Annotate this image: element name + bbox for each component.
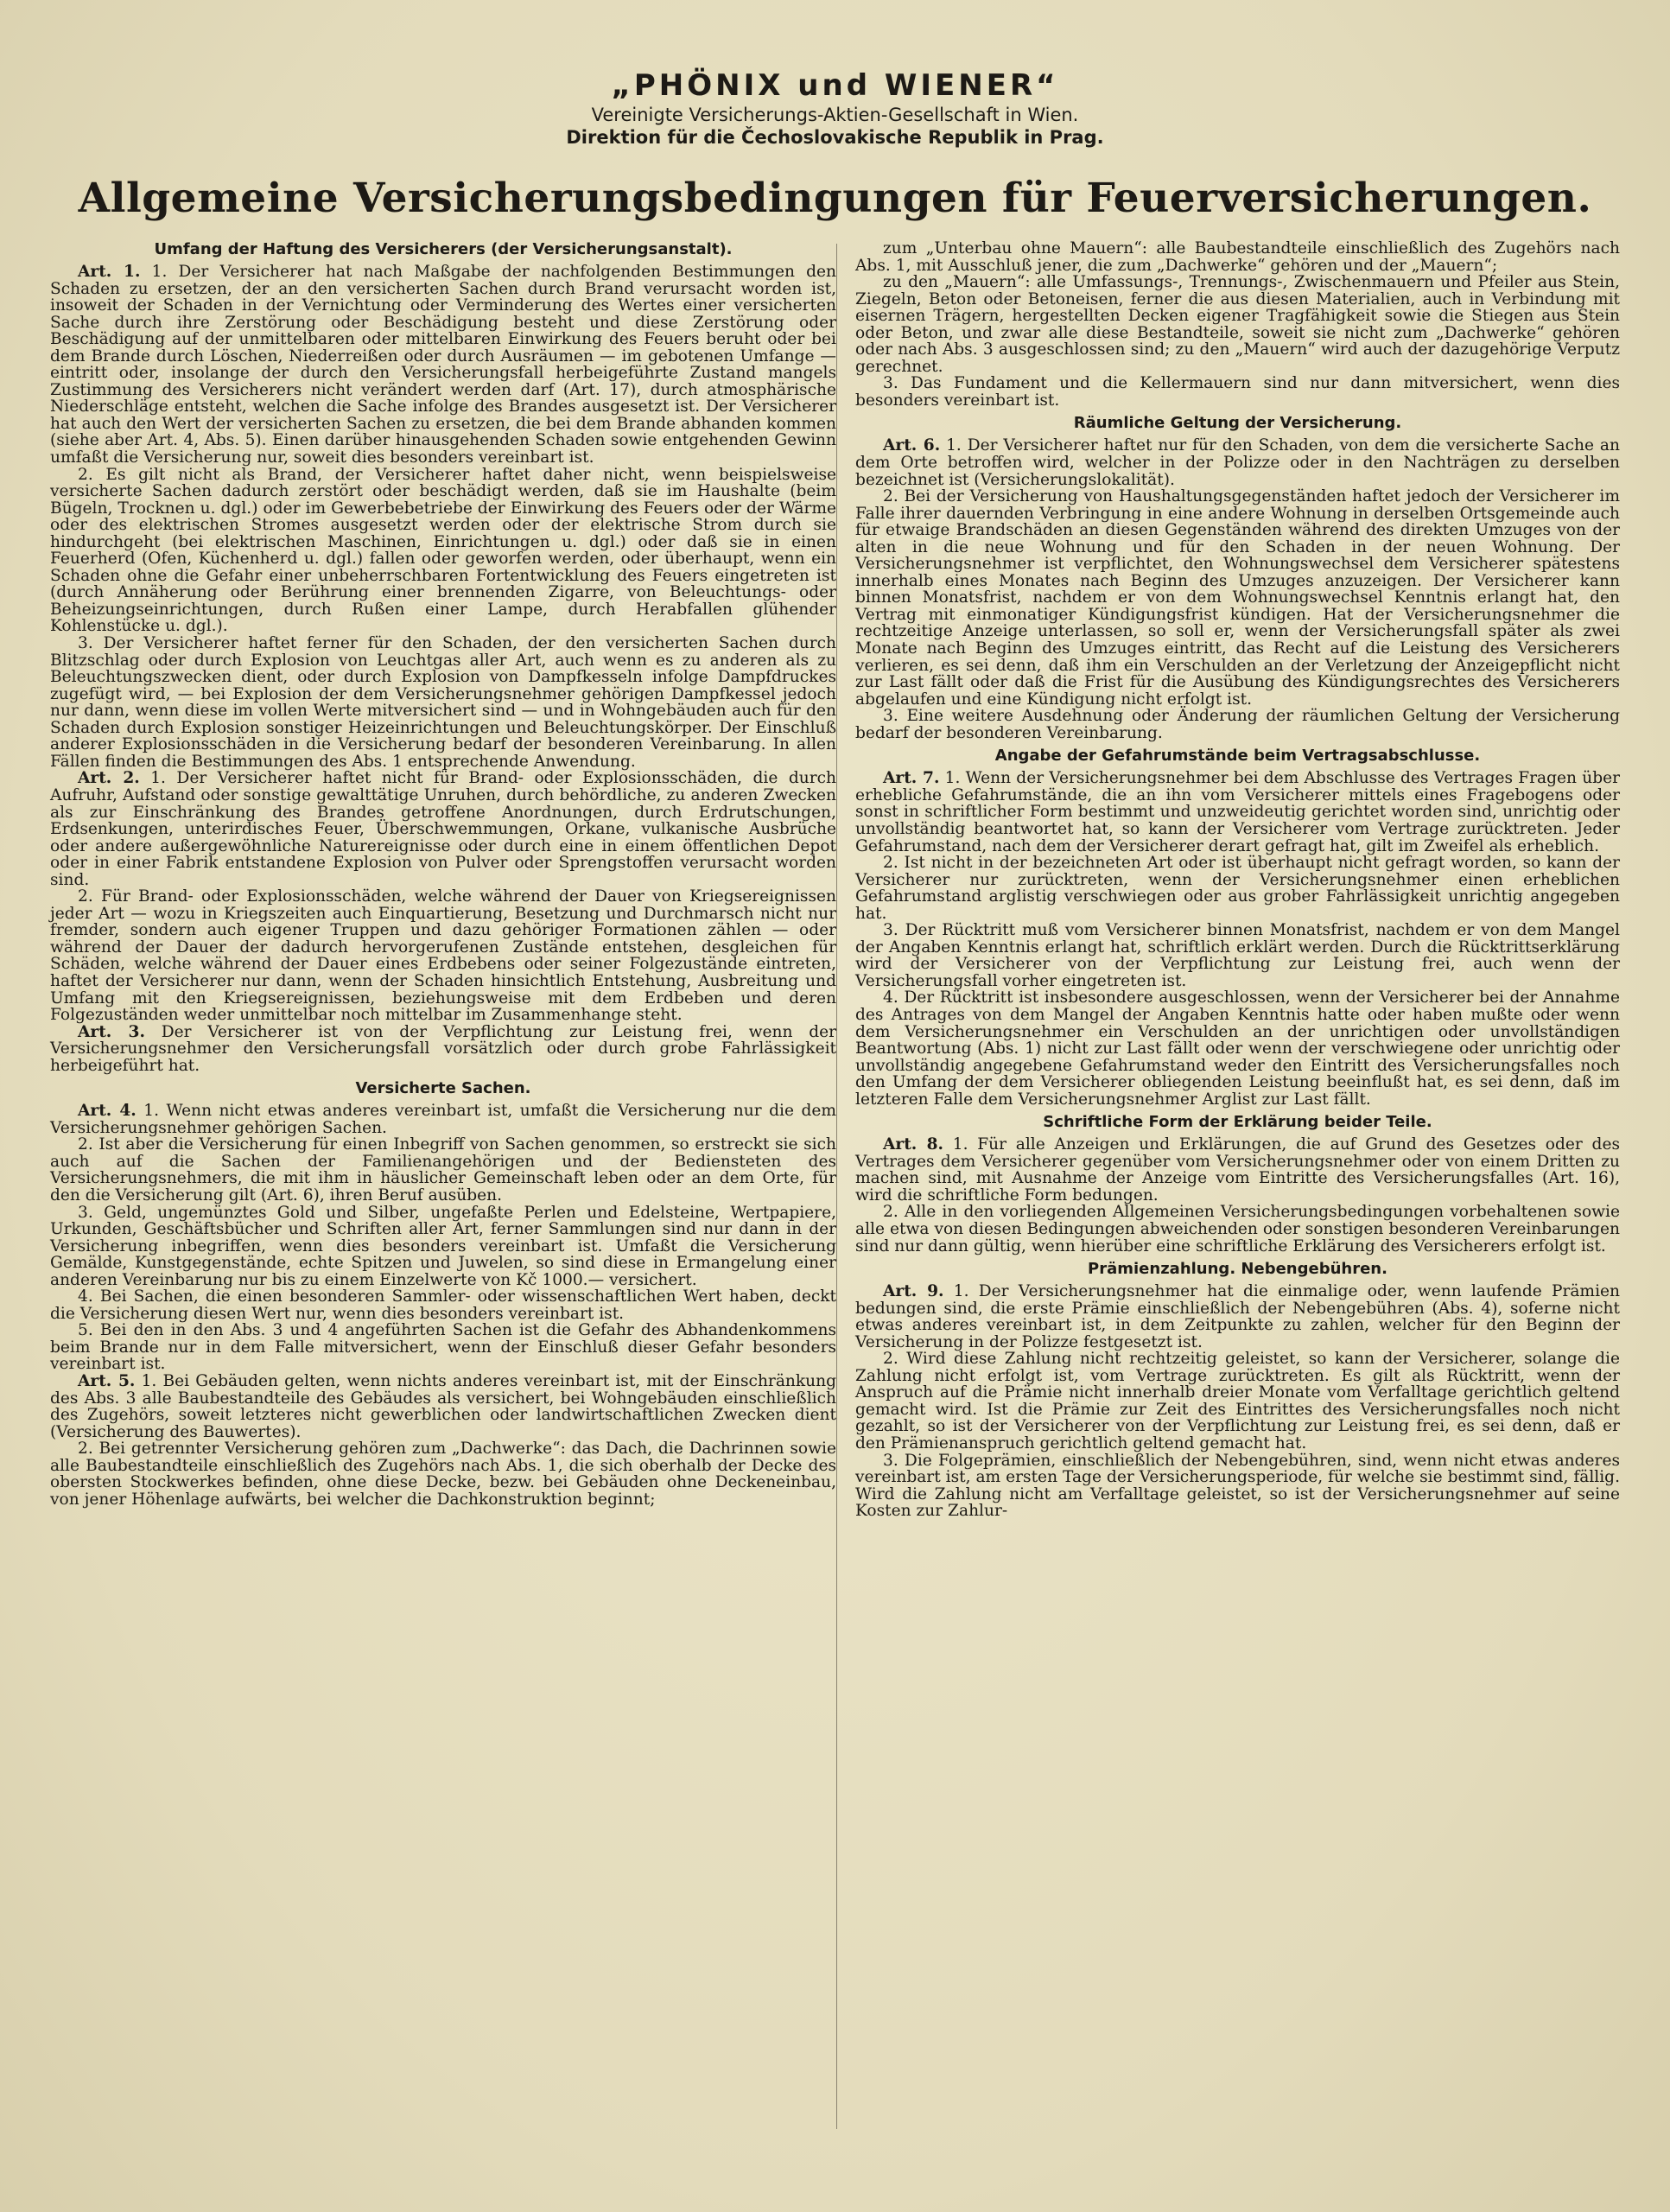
paragraph-text: 2. Für Brand- oder Explosionsschäden, welche während der Dauer von Kriegsereignissen jeder Art — wozu in Kriegszeiten auch Einquartierung, Besetzung und Durchmarsch nicht nur fremder, sondern auch eigener Truppen und dazu gehöriger Formationen zählen — oder während der Dauer der dadurch hervorgerufenen Zustände entstehen, desgleichen für Schäden, welche während der Dauer eines Erdbebens oder seiner Folgezustände eintreten, haftet der Versicherer nur dann, wenn der Schaden hinsichtlich Entstehung, Ausbreitung und Umfang mit den Kriegsereignissen, beziehungsweise mit dem Erdbeben und deren Folgezuständen weder unmittelbar noch mittelbar im Zusammenhange steht. — [50, 887, 836, 1025]
paragraph-text: 2. Bei der Versicherung von Haushaltungsgegenständen haftet jedoch der Versicherer im Falle ihrer dauernden Verbringung in eine andere Wohnung in derselben Ortsgemeinde auch für etwaige Brandschäden an diesen Gegenständen während des direkten Umzuges von der alten in die neue Wohnung und für den Schaden in der neuen Wohnung. Der Versicherungsnehmer ist verpflichtet, den Wohnungswechsel dem Versicherer spätestens innerhalb eines Monates nach Beginn des Umzuges anzuzeigen. Der Versicherer kann binnen Monatsfrist, nachdem er von dem Wohnungswechsel Kenntnis erlangt hat, den Vertrag mit einmonatiger Kündigungsfrist kündigen. Hat der Versicherungsnehmer die rechtzeitige Anzeige unterlassen, so soll er, wenn der Versicherungsfall später als zwei Monate nach Beginn des Umzuges eintritt, das Recht auf die Leistung des Versicherers verlieren, es sei denn, daß ihm ein Verschulden an der Verletzung der Anzeigepflicht nicht zur Last fällt oder daß die Frist für die Ausübung des Kündigungsrechtes des Versicherers abgelaufen und eine Kündigung nicht erfolgt ist. — [855, 487, 1620, 709]
document-title: Allgemeine Versicherungsbedingungen für Feuerversicherungen. — [78, 175, 1592, 222]
article-number: Art. 8. — [883, 1135, 944, 1154]
section-heading: Versicherte Sachen. — [355, 1079, 531, 1098]
section-heading: Umfang der Haftung des Versicherers (der Versicherungsanstalt). — [154, 240, 733, 258]
paragraph-text: 4. Bei Sachen, die einen besonderen Sammler- oder wissenschaftlichen Wert haben, deckt die Versicherung diesen Wert nur, wenn dies besonders vereinbart ist. — [50, 1287, 836, 1323]
article-number: Art. 7. — [883, 769, 940, 788]
paragraph-text: 2. Bei getrennter Versicherung gehören zum „Dachwerke“: das Dach, die Dachrinnen sowie alle Baubestandteile einschließlich des Zugehörs nach Abs. 1, die sich oberhalb der Decke des obersten Stockwerkes befinden, ohne diese Decke, bezw. bei Gebäuden ohne Deckeneinbau, von jener Höhenlage aufwärts, bei welcher die Dachkonstruktion beginnt; — [50, 1440, 836, 1509]
paragraph-text: 3. Eine weitere Ausdehnung oder Änderung der räumlichen Geltung der Versicherung bedarf der besonderen Vereinbarung. — [855, 707, 1620, 742]
paragraph-text: 2. Wird diese Zahlung nicht rechtzeitig geleistet, so kann der Versicherer, solange die Zahlung nicht erfolgt ist, vom Vertrage zurücktreten. Es gilt als Rücktritt, wenn der Anspruch auf die Prämie nicht innerhalb dreier Monate vom Verfalltage gerichtlich geltend gemacht wird. Ist die Prämie zur Zeit des Eintrittes des Versicherungsfalles noch nicht gezahlt, so ist der Versicherer von der Verpflichtung zur Leistung frei, es sei denn, daß er den Prämienanspruch gerichtlich geltend gemacht hat. — [855, 1350, 1620, 1452]
paragraph-text: zu den „Mauern“: alle Umfassungs-, Trennungs-, Zwischenmauern und Pfeiler aus Stein, Ziegeln, Beton oder Betoneisen, ferner die aus diesen Materialien, auch in Verbindung mit eisernen Trägern, hergestellten Decken eigener Tragfähigkeit sowie die Stiegen aus Stein oder Beton, und zwar alle diese Bestandteile, soweit sie nicht zum „Dachwerke“ gehören oder nach Abs. 3 ausgeschlossen sind; zu den „Mauern“ wird auch der dazugehörige Verputz gerechnet. — [855, 273, 1620, 376]
paragraph-text: 2. Alle in den vorliegenden Allgemeinen Versicherungsbedingungen vorbehaltenen sowie alle etwa von diesen Bedingungen abweichenden oder sonstigen besonderen Vereinbarungen sind nur dann gültig, wenn hierüber eine schriftliche Erklärung des Versicherers erfolgt ist. — [855, 1203, 1620, 1255]
column-divider — [836, 244, 837, 2129]
paragraph-text: 2. Es gilt nicht als Brand, der Versicherer haftet daher nicht, wenn beispielsweise versicherte Sachen dadurch zerstört oder beschädigt werden, daß sie im Haushalte (beim Bügeln, Trocknen u. dgl.) oder im Gewerbebetriebe der Einwirkung des Feuers oder der Wärme oder des elektrischen Stromes ausgesetzt werden oder der elektrische Strom durch sie hindurchgeht (bei elektrischen Maschinen, Einrichtungen u. dgl.) oder daß sie in einen Feuerherd (Ofen, Küchenherd u. dgl.) fallen oder geworfen werden, oder überhaupt, wenn ein Schaden ohne die Gefahr einer unbeherrschbaren Fortentwicklung des Feuers eingetreten ist (durch Annäherung oder Berührung einer brennenden Zigarre, von Beleuchtungs- oder Beheizungseinrichtungen, durch Rußen einer Lampe, durch Herabfallen glühender Kohlenstücke u. dgl.). — [50, 465, 836, 636]
paragraph — [855, 770, 1620, 855]
paragraph-text: 1. Der Versicherer hat nach Maßgabe der nachfolgenden Bestimmungen den Schaden zu ersetzen, der an den versicherten Sachen durch Brand verursacht worden ist, insoweit der Schaden in der Vernichtung oder Verminderung des Wertes einer versicherten Sache durch ihre Zerstörung oder Beschädigung besteht und diese Zerstörung oder Beschädigung auf der unmittelbaren oder mittelbaren Einwirkung des Feuers beruht oder bei dem Brande durch Löschen, Niederreißen oder durch Ausräumen — im gebotenen Umfange — eintritt oder, insolange der durch den Versicherungsfall herbeigeführte Zustand mangels Zustimmung des Versicherers nicht verändert werden darf (Art. 17), durch atmosphärische Niederschläge entsteht, welchen die Sache infolge des Brandes ausgesetzt ist. Der Versicherer hat auch den Wert der versicherten Sachen zu ersetzen, die bei dem Brande abhanden kommen (siehe aber Art. 4, Abs. 5). Einen darüber hinausgehenden Schaden sowie entgehenden Gewinn umfaßt die Versicherung nur, soweit dies besonders vereinbart ist. — [50, 263, 836, 467]
paragraph-text: 1. Für alle Anzeigen und Erklärungen, die auf Grund des Gesetzes oder des Vertrages dem Versicherer gegenüber vom Versicherungsnehmer oder von einem Dritten zu machen sind, mit Ausnahme der Anzeige vom Eintritte des Versicherungsfalles (Art. 16), wird die schriftliche Form bedungen. — [855, 1135, 1620, 1205]
letterhead — [0, 67, 1670, 149]
paragraph — [855, 375, 1620, 409]
article-number: Art. 2. — [78, 769, 140, 788]
paragraph-text: 2. Ist aber die Versicherung für einen Inbegriff von Sachen genommen, so erstreckt sie sich auch auf die Sachen der Familienangehörigen und der Bediensteten des Versicherungsnehmers, die mit ihm in häuslicher Gemeinschaft leben oder an dem Orte, für den die Versicherung gilt (Art. 6), ihren Beruf ausüben. — [50, 1135, 836, 1205]
paragraph-text: 3. Der Rücktritt muß vom Versicherer binnen Monatsfrist, nachdem er von dem Mangel der Angaben Kenntnis erlangt hat, schriftlich erklärt werden. Durch die Rücktrittserklärung wird der Versicherer von der Verpflichtung zur Leistung frei, auch wenn der Versicherungsfall vorher eingetreten ist. — [855, 921, 1620, 990]
section-heading: Schriftliche Form der Erklärung beider Teile. — [1043, 1113, 1432, 1132]
section-heading: Räumliche Geltung der Versicherung. — [1073, 414, 1402, 433]
paragraph-text: 1. Der Versicherer haftet nur für den Schaden, von dem die versicherte Sache an dem Orte betroffen wird, welcher in der Polizze oder in den Nachträgen zu derselben bezeichnet ist (Versicherungslokalität). — [855, 436, 1620, 489]
paragraph — [50, 888, 836, 1023]
paragraph — [50, 635, 836, 770]
article-number: Art. 3. — [78, 1022, 145, 1041]
left-column — [50, 240, 836, 1508]
right-column — [855, 240, 1620, 1520]
paragraph — [855, 1351, 1620, 1452]
paragraph — [855, 240, 1620, 274]
paragraph — [50, 1205, 836, 1289]
paragraph — [855, 922, 1620, 989]
article-number: Art. 9. — [883, 1282, 944, 1301]
paragraph — [855, 708, 1620, 741]
section-heading: Prämienzahlung. Nebengebühren. — [1088, 1260, 1387, 1279]
paragraph — [855, 1204, 1620, 1255]
paragraph-text: 3. Der Versicherer haftet ferner für den Schaden, der den versicherten Sachen durch Blitzschlag oder durch Explosion von Leuchtgas aller Art, auch wenn es zu anderen als zu Beleuchtungszwecken dient, oder durch Explosion von Dampfkesseln infolge Dampfdruckes zugefügt wird, — bei Explosion der dem Versicherungsnehmer gehörigen Dampfkessel jedoch nur dann, wenn diese im vollen Werte mitversichert sind — und in Wohngebäuden auch für den Schaden durch Explosion sonstiger Heizeinrichtungen und Beleuchtungskörper. Der Einschluß anderer Explosionsschäden in die Versicherung bedarf der besonderen Vereinbarung. In allen Fällen finden die Bestimmungen des Abs. 1 entsprechende Anwendung. — [50, 634, 836, 771]
paragraph — [855, 437, 1620, 488]
paragraph — [855, 855, 1620, 922]
paragraph-text: zum „Unterbau ohne Mauern“: alle Baubestandteile einschließlich des Zugehörs nach Abs. 1, mit Ausschluß jener, die zum „Dachwerke“ gehören und der „Mauern“; — [855, 239, 1620, 275]
paragraph — [50, 1136, 836, 1204]
paragraph — [50, 1322, 836, 1373]
article-number: Art. 5. — [78, 1372, 136, 1390]
paragraph — [855, 1136, 1620, 1204]
paragraph — [50, 770, 836, 888]
section-heading: Angabe der Gefahrumstände beim Vertragsabschlusse. — [994, 747, 1481, 766]
paragraph — [50, 1024, 836, 1075]
paragraph — [855, 989, 1620, 1108]
paragraph — [50, 264, 836, 467]
paragraph-text: 5. Bei den in den Abs. 3 und 4 angeführten Sachen ist die Gefahr des Abhandenkommens beim Brande nur in dem Falle mitversichert, wenn der Einschluß dieser Gefahr besonders vereinbart ist. — [50, 1321, 836, 1374]
paragraph-text: 1. Der Versicherungsnehmer hat die einmalige oder, wenn laufende Prämien bedungen sind, die erste Prämie einschließlich der Nebengebühren (Abs. 4), soferne nicht etwas anderes vereinbart ist, in dem Zeitpunkte zu zahlen, welcher für den Beginn der Versicherung in der Polizze festgesetzt ist. — [855, 1282, 1620, 1351]
paragraph — [50, 1103, 836, 1136]
paragraph — [855, 1283, 1620, 1351]
paragraph-text: 1. Wenn nicht etwas anderes vereinbart ist, umfaßt die Versicherung nur die dem Versicherungsnehmer gehörigen Sachen. — [50, 1102, 836, 1137]
paragraph-text: 2. Ist nicht in der bezeichneten Art oder ist überhaupt nicht gefragt worden, so kann der Versicherer nur zurücktreten, wenn der Versicherungsnehmer einen erheblichen Gefahrumstand arglistig verschwiegen oder aus grober Fahrlässigkeit unrichtig angegeben hat. — [855, 854, 1620, 923]
paragraph-text: 3. Die Folgeprämien, einschließlich der Nebengebühren, sind, wenn nicht etwas anderes vereinbart ist, am ersten Tage der Versicherungsperiode, für welche sie bestimmt sind, fällig. Wird die Zahlung nicht am Verfalltage geleistet, so ist der Versicherungsnehmer auf seine Kosten zur Zahlur- — [855, 1451, 1620, 1521]
paragraph — [50, 1288, 836, 1322]
direction-line: Direktion für die Čechoslovakische Republik in Prag. — [566, 127, 1104, 148]
paragraph — [50, 1440, 836, 1508]
paragraph-text: Der Versicherer ist von der Verpflichtung zur Leistung frei, wenn der Versicherungsnehmer den Versicherungsfall vorsätzlich oder durch grobe Fahrlässigkeit herbeigeführt hat. — [50, 1022, 836, 1075]
paragraph-text: 3. Geld, ungemünztes Gold und Silber, ungefaßte Perlen und Edelsteine, Wertpapiere, Urkunden, Geschäftsbücher und Schriften aller Art, ferner Sammlungen sind nur dann in der Versicherung inbegriffen, wenn dies besonders vereinbart ist. Umfaßt die Versicherung Gemälde, Kunstgegenstände, echte Spitzen und Juwelen, so sind diese in Ermangelung einer anderen Vereinbarung nur bis zu einem Einzelwerte von Kč 1000.— versichert. — [50, 1203, 836, 1289]
paragraph — [855, 488, 1620, 708]
paragraph — [855, 1452, 1620, 1520]
paragraph-text: 1. Wenn der Versicherungsnehmer bei dem Abschlusse des Vertrages Fragen über erhebliche Gefahrumstände, die an ihn vom Versicherer mittels eines Fragebogens oder sonst in schriftlicher Form bestimmt und unzweideutig gerichtet worden sind, unrichtig oder unvollständig beantwortet hat, so kann der Versicherer vom Vertrage zurücktreten. Jeder Gefahrumstand, nach dem der Versicherer derart gefragt hat, gilt im Zweifel als erheblich. — [855, 769, 1620, 855]
paragraph-text: 3. Das Fundament und die Kellermauern sind nur dann mitversichert, wenn dies besonders vereinbart ist. — [855, 374, 1620, 410]
article-number: Art. 4. — [78, 1102, 137, 1121]
company-subtitle: Vereinigte Versicherungs-Aktien-Gesellschaft in Wien. — [591, 105, 1079, 125]
article-number: Art. 1. — [78, 263, 141, 281]
company-name: „PHÖNIX und WIENER“ — [611, 68, 1059, 103]
paragraph — [855, 274, 1620, 375]
paragraph-text: 1. Bei Gebäuden gelten, wenn nichts anderes vereinbart ist, mit der Einschränkung des Abs. 3 alle Baubestandteile des Gebäudes als versichert, bei Wohngebäuden einschließlich des Zugehörs, soweit letzteres nicht gewerblichen oder landwirtschaftlichen Zwecken dient (Versicherung des Bauwertes). — [50, 1372, 836, 1441]
paragraph-text: 1. Der Versicherer haftet nicht für Brand- oder Explosionsschäden, die durch Aufruhr, Aufstand oder sonstige gewalttätige Unruhen, durch behördliche, zu anderen Zwecken als zur Einschränkung des Brandes getroffene Anordnungen, durch Erdrutschungen, Erdsenkungen, unterirdisches Feuer, Überschwemmungen, Orkane, vulkanische Ausbrüche oder andere außergewöhnliche Naturereignisse oder durch eine in einem öffentlichen Depot oder in einer Fabrik entstandene Explosion von Pulver oder Sprengstoffen verursacht worden sind. — [50, 769, 836, 889]
paragraph — [50, 467, 836, 635]
paragraph-text: 4. Der Rücktritt ist insbesondere ausgeschlossen, wenn der Versicherer bei der Annahme des Antrages von dem Mangel der Angaben Kenntnis hatte oder haben mußte oder wenn dem Versicherungsnehmer ein Verschulden an der unrichtigen oder unvollständigen Beantwortung (Abs. 1) nicht zur Last fällt oder wenn der verschwiegene oder unrichtig oder unvollständig angegebene Gefahrumstand weder den Eintritt des Versicherungsfalles noch den Umfang der dem Versicherer obliegenden Leistung beeinflußt hat, es sei denn, daß im letzteren Falle dem Versicherungsnehmer Arglist zur Last fällt. — [855, 988, 1620, 1109]
article-number: Art. 6. — [883, 436, 941, 455]
paragraph — [50, 1373, 836, 1440]
